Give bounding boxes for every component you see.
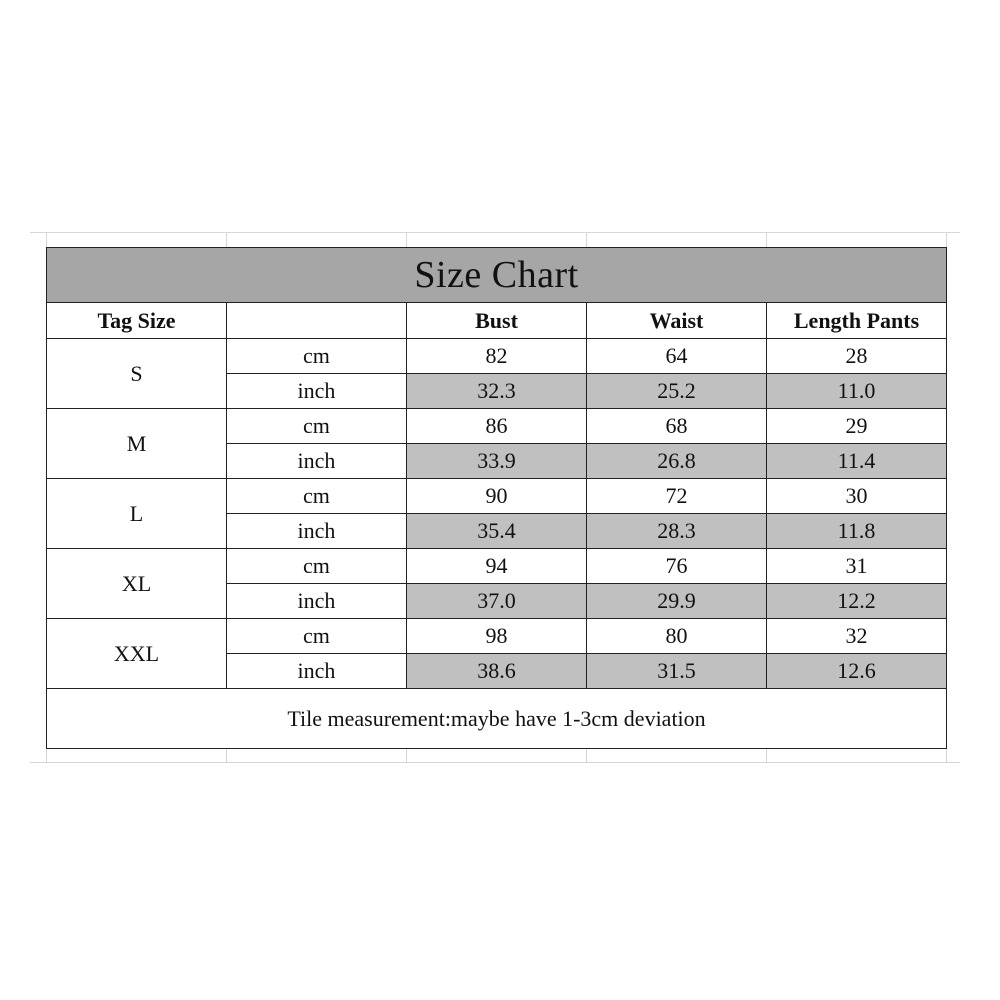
unit-cell: inch	[227, 444, 407, 479]
measurement-note: Tile measurement:maybe have 1-3cm deviation	[47, 689, 947, 749]
title-row	[47, 248, 947, 303]
waist-cell: 26.8	[587, 444, 767, 479]
size-label-xxl: XXL	[47, 619, 227, 689]
waist-cell: 72	[587, 479, 767, 514]
length-cell: 12.2	[767, 584, 947, 619]
gridline	[30, 762, 960, 763]
waist-cell: 31.5	[587, 654, 767, 689]
bust-cell: 98	[407, 619, 587, 654]
size-label-xl: XL	[47, 549, 227, 619]
header-unit	[227, 303, 407, 339]
waist-cell: 76	[587, 549, 767, 584]
size-label-s: S	[47, 339, 227, 409]
waist-cell: 68	[587, 409, 767, 444]
waist-cell: 80	[587, 619, 767, 654]
length-cell: 12.6	[767, 654, 947, 689]
length-cell: 30	[767, 479, 947, 514]
header-bust: Bust	[407, 303, 587, 339]
bust-cell: 38.6	[407, 654, 587, 689]
size-label-l: L	[47, 479, 227, 549]
header-waist: Waist	[587, 303, 767, 339]
chart-title: Size Chart	[47, 248, 947, 303]
gridline	[30, 232, 960, 233]
bust-cell: 82	[407, 339, 587, 374]
waist-cell: 29.9	[587, 584, 767, 619]
length-cell: 32	[767, 619, 947, 654]
table-row	[47, 339, 947, 374]
size-chart-table	[46, 247, 947, 749]
length-cell: 31	[767, 549, 947, 584]
waist-cell: 64	[587, 339, 767, 374]
bust-cell: 33.9	[407, 444, 587, 479]
unit-cell: cm	[227, 619, 407, 654]
unit-cell: cm	[227, 549, 407, 584]
waist-cell: 28.3	[587, 514, 767, 549]
header-length-pants: Length Pants	[767, 303, 947, 339]
size-label-m: M	[47, 409, 227, 479]
header-tag-size: Tag Size	[47, 303, 227, 339]
unit-cell: cm	[227, 479, 407, 514]
table-row	[47, 409, 947, 444]
unit-cell: inch	[227, 654, 407, 689]
note-row	[47, 689, 947, 749]
table-row	[47, 549, 947, 584]
unit-cell: inch	[227, 374, 407, 409]
unit-cell: inch	[227, 584, 407, 619]
table-row	[47, 479, 947, 514]
unit-cell: cm	[227, 409, 407, 444]
bust-cell: 94	[407, 549, 587, 584]
bust-cell: 37.0	[407, 584, 587, 619]
header-row	[47, 303, 947, 339]
waist-cell: 25.2	[587, 374, 767, 409]
unit-cell: inch	[227, 514, 407, 549]
bust-cell: 32.3	[407, 374, 587, 409]
length-cell: 11.0	[767, 374, 947, 409]
length-cell: 11.8	[767, 514, 947, 549]
bust-cell: 86	[407, 409, 587, 444]
bust-cell: 90	[407, 479, 587, 514]
bust-cell: 35.4	[407, 514, 587, 549]
length-cell: 29	[767, 409, 947, 444]
unit-cell: cm	[227, 339, 407, 374]
length-cell: 28	[767, 339, 947, 374]
table-row	[47, 619, 947, 654]
length-cell: 11.4	[767, 444, 947, 479]
